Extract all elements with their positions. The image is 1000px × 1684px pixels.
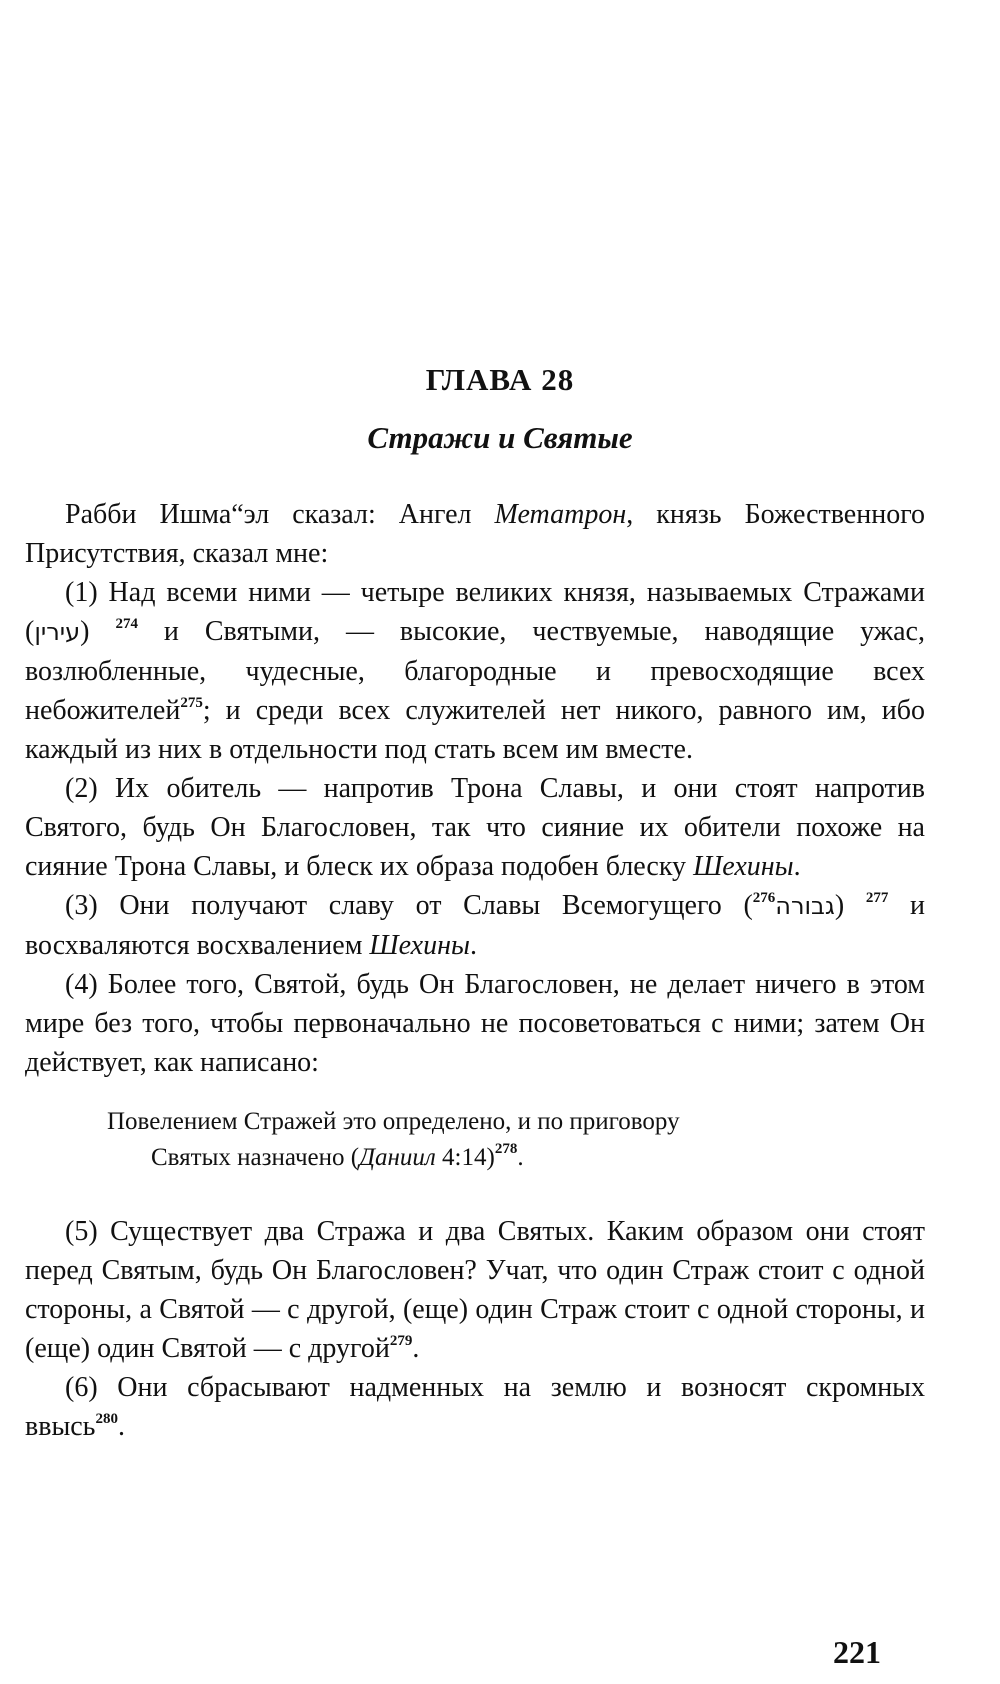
chapter-title: ГЛАВА 28 (425, 362, 575, 397)
name-metatron: Метатрон (494, 499, 627, 530)
footnote-ref[interactable]: 280 (95, 1411, 118, 1427)
paragraph-4: (4) Более того, Святой, будь Он Благословен, не делает ничего в этом мире без того, чтобы первоначально не посоветоваться с ними; затем Он действует, как написано: (25, 969, 925, 1078)
hebrew-word: גבורה (775, 892, 835, 920)
footnote-ref[interactable]: 277 (865, 890, 889, 906)
paragraph-5: (5) Существует два Стража и два Святых. Каким образом они стоят перед Святым, будь Он Благословен? Учат, что один Страж стоит с одной стороны, а Святой — с другой, (еще) один Страж стоит с одной стороны, и (еще) один Святой — с другой$^{279}$. (25, 1216, 925, 1364)
book-reference: Даниил (359, 1144, 436, 1171)
chapter-subtitle: Стражи и Святые (367, 420, 633, 455)
scripture-quote: Повелением Стражей это определено, и по приговору Святых назначено (Даниил 4:14)$^{278}$. (107, 1108, 680, 1171)
paragraph-6: (6) Они сбрасывают надменных на землю и возносят скромных ввысь$^{280}$. (25, 1372, 925, 1442)
footnote-ref[interactable]: 274 (115, 616, 138, 632)
paragraph-1: (1) Над всеми ними — четыре великих князя, называемых Стражами (עירין) $^{274}$ и Святыми, — высокие, чествуемые, наводящие ужас, возлюбленные, чудесные, благородные и превосходящие всех небожителей$^{275}$; и среди всех служителей нет никого, равного им, ибо каждый из них в отдельности под стать всем им вместе. (25, 577, 925, 765)
hebrew-word: עירין (34, 618, 81, 646)
footnote-ref[interactable]: 276 (752, 890, 776, 906)
page-number: 221 (833, 1634, 881, 1670)
footnote-ref[interactable]: 279 (389, 1333, 413, 1349)
intro-paragraph: Рабби Ишма“эл сказал: Ангел Метатрон, князь Божественного Присутствия, сказал мне: (25, 499, 925, 569)
footnote-ref[interactable]: 275 (180, 695, 203, 711)
paragraph-2: (2) Их обитель — напротив Трона Славы, и они стоят напротив Святого, будь Он Благословен, так что сияние их обители похоже на сияние Трона Славы, и блеск их образа подобен блеску Шехины. (25, 773, 925, 882)
chapter-body (25, 495, 925, 1446)
paragraph-3: (3) Они получают славу от Славы Всемогущего ($^{276}$גבורה) $^{277}$ и восхваляются восхвалением Шехины. (25, 890, 925, 961)
footnote-ref[interactable]: 278 (494, 1141, 518, 1157)
